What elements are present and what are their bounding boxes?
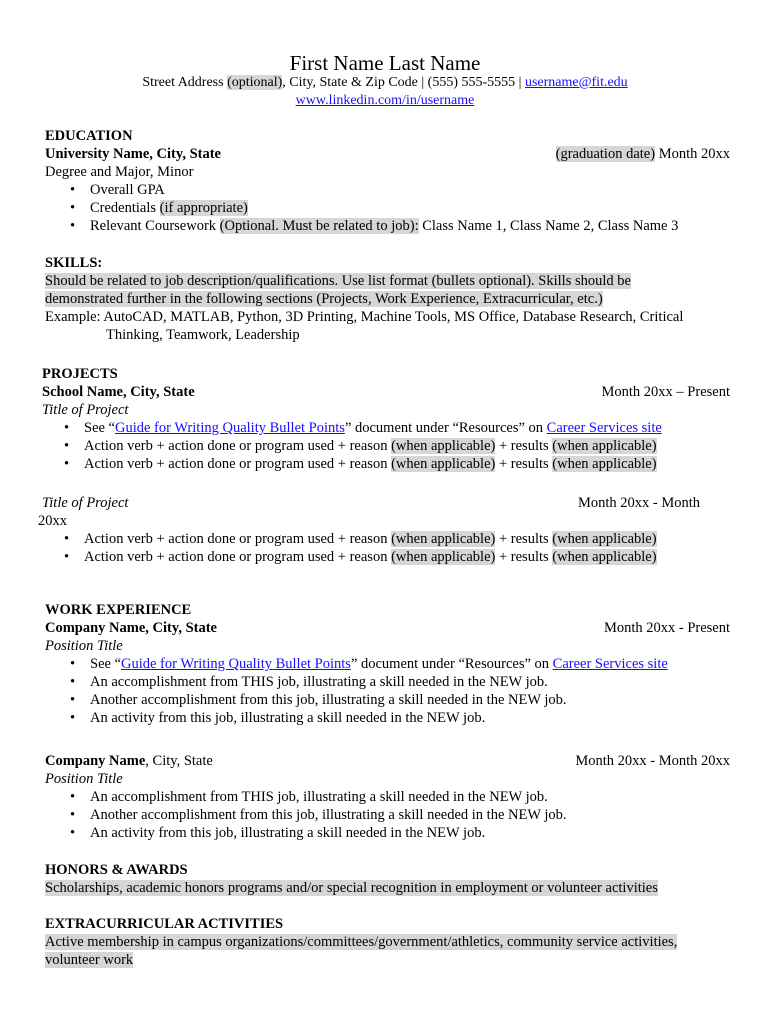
linkedin-link[interactable]: www.linkedin.com/in/username [295, 93, 475, 108]
project-1-title: Title of Project [42, 402, 129, 418]
work-date-2: Month 20xx - Month 20xx [575, 753, 730, 769]
list-item: • An activity from this job, illustrating a skill needed in the NEW job. [90, 709, 730, 727]
education-degree: Degree and Major, Minor [45, 164, 194, 180]
project-2-title: Title of Project [42, 495, 129, 511]
list-item: • Another accomplishment from this job, illustrating a skill needed in the NEW job. [90, 691, 730, 709]
list-item: • An activity from this job, illustrating a skill needed in the NEW job. [90, 824, 730, 842]
project-2 [38, 494, 700, 566]
education-school: University Name, City, State [45, 146, 221, 162]
work-title: WORK EXPERIENCE [45, 602, 192, 618]
project-2-title-row [38, 494, 700, 512]
work-company-2: Company Name, City, State [45, 753, 213, 769]
projects-date-2a: Month 20xx - Month [577, 495, 700, 511]
work-section [45, 601, 730, 727]
skills-section [45, 254, 730, 344]
work-company-1-row [45, 619, 730, 637]
projects-date-2b: 20xx [38, 513, 67, 529]
optional-note: (optional) [227, 75, 283, 90]
project-1-bullets [42, 419, 730, 473]
work-company-2-row [45, 752, 730, 770]
honors-description: Scholarships, academic honors programs and/or special recognition in employment or volunteer activities [45, 880, 658, 896]
education-title: EDUCATION [45, 128, 133, 144]
list-item: • Action verb + action done or program used + reason (when applicable) + results (when applicable) [84, 548, 700, 566]
projects-school: School Name, City, State [42, 384, 195, 400]
extracurricular-section [45, 915, 730, 969]
list-item: • Action verb + action done or program used + reason (when applicable) + results (when applicable) [84, 455, 730, 473]
guide-link[interactable]: Guide for Writing Quality Bullet Points [115, 420, 345, 436]
work-position-1: Position Title [45, 638, 123, 654]
extracurricular-description: Active membership in campus organizations/committees/government/athletics, community service activities, volunteer work [45, 934, 678, 968]
work-company-1: Company Name, City, State [45, 620, 217, 636]
work-1-bullets [45, 655, 730, 727]
resume-name: First Name Last Name [289, 51, 481, 75]
project-2-bullets [38, 530, 700, 566]
list-item: • See “Guide for Writing Quality Bullet Points” document under “Resources” on Career Services site [90, 655, 730, 673]
education-school-row [45, 145, 730, 163]
projects-title: PROJECTS [42, 366, 118, 382]
city-phone: , City, State & Zip Code | (555) 555-5555 | [282, 75, 525, 90]
street-address: Street Address [142, 75, 228, 90]
extracurricular-title: EXTRACURRICULAR ACTIVITIES [45, 916, 284, 932]
skills-description: Should be related to job description/qualifications. Use list format (bullets optional). Skills should be demonstrated further in the following sections (Projects, Work Experience, Extracurricular, etc.) [45, 273, 631, 307]
work-entry-2 [45, 752, 730, 842]
linkedin-line [0, 92, 770, 110]
list-item: • See “Guide for Writing Quality Bullet Points” document under “Resources” on Career Services site [84, 419, 730, 437]
list-item: • Relevant Coursework (Optional. Must be related to job): Class Name 1, Class Name 2, Class Name 3 [90, 217, 730, 235]
list-item: • Action verb + action done or program used + reason (when applicable) + results (when applicable) [84, 437, 730, 455]
honors-title: HONORS & AWARDS [45, 862, 188, 878]
career-services-link[interactable]: Career Services site [552, 656, 668, 672]
honors-section [45, 861, 730, 897]
skills-example: Example: AutoCAD, MATLAB, Python, 3D Printing, Machine Tools, MS Office, Database Research, Critical Thinking, Teamwork, Leadership [45, 309, 684, 343]
list-item: • Overall GPA [90, 181, 730, 199]
contact-line [0, 74, 770, 92]
list-item: • An accomplishment from THIS job, illustrating a skill needed in the NEW job. [90, 673, 730, 691]
work-position-2: Position Title [45, 771, 123, 787]
email-link[interactable]: username@fit.edu [524, 75, 628, 90]
career-services-link[interactable]: Career Services site [546, 420, 662, 436]
guide-link[interactable]: Guide for Writing Quality Bullet Points [121, 656, 351, 672]
list-item: • An accomplishment from THIS job, illustrating a skill needed in the NEW job. [90, 788, 730, 806]
education-section [45, 127, 730, 235]
education-bullets [45, 181, 730, 235]
list-item: • Action verb + action done or program used + reason (when applicable) + results (when applicable) [84, 530, 700, 548]
projects-school-row [42, 383, 730, 401]
list-item: • Another accomplishment from this job, illustrating a skill needed in the NEW job. [90, 806, 730, 824]
work-2-bullets [45, 788, 730, 842]
list-item: • Credentials (if appropriate) [90, 199, 730, 217]
work-date-1: Month 20xx - Present [603, 620, 730, 636]
projects-section [42, 365, 730, 473]
graduation-date: (graduation date) Month 20xx [555, 146, 730, 162]
projects-date-1: Month 20xx – Present [601, 384, 730, 400]
skills-title: SKILLS: [45, 255, 103, 271]
